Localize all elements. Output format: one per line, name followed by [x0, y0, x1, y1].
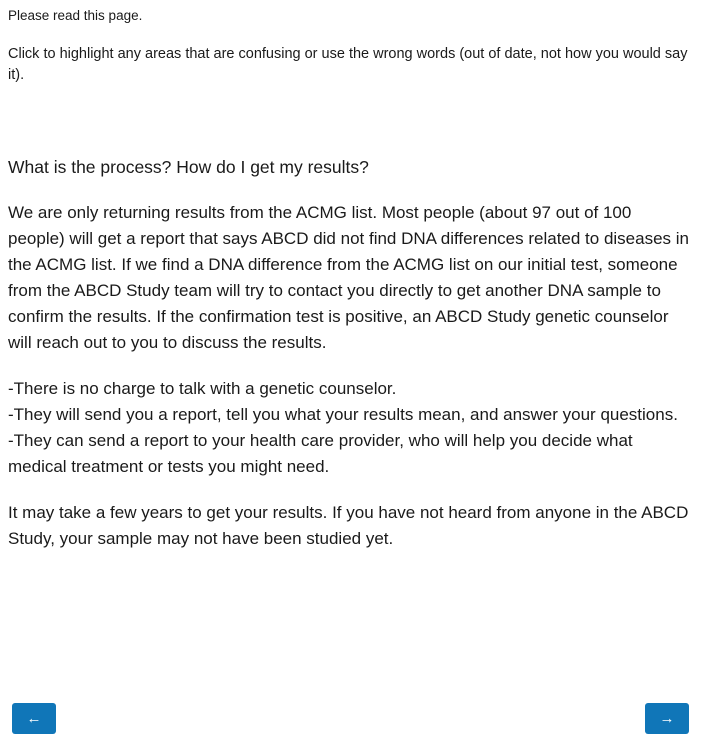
next-button[interactable]: →: [645, 703, 689, 734]
instruction-read-page: Please read this page.: [8, 8, 143, 23]
paragraph-timeline: It may take a few years to get your results. If you have not heard from anyone in the ABCD Study, your sample may not have been studied yet.: [8, 502, 689, 548]
content-spacer: [8, 107, 689, 155]
section-heading: What is the process? How do I get my results?: [8, 157, 369, 178]
list-item: -There is no charge to talk with a genetic counselor.: [8, 378, 397, 398]
list-item: -They can send a report to your health care provider, who will help you decide what medical treatment or tests you might need.: [8, 430, 633, 476]
instruction-highlight: Click to highlight any areas that are confusing or use the wrong words (out of date, not how you would say it).: [8, 45, 688, 84]
list-item: -They will send you a report, tell you what your results mean, and answer your questions.: [8, 404, 678, 424]
previous-button[interactable]: ←: [12, 703, 56, 734]
paragraph-process: We are only returning results from the ACMG list. Most people (about 97 out of 100 people) will get a report that says ABCD did not find DNA differences related to diseases in the ACMG list. If we find a DNA difference from the ACMG list on our initial test, someone from the ABCD Study team will try to contact you directly to get another DNA sample to confirm the results. If the confirmation test is positive, an ABCD Study genetic counselor will reach out to you to discuss the results.: [8, 202, 690, 352]
bullet-list: [8, 376, 689, 480]
navigation-bar: [8, 703, 689, 735]
